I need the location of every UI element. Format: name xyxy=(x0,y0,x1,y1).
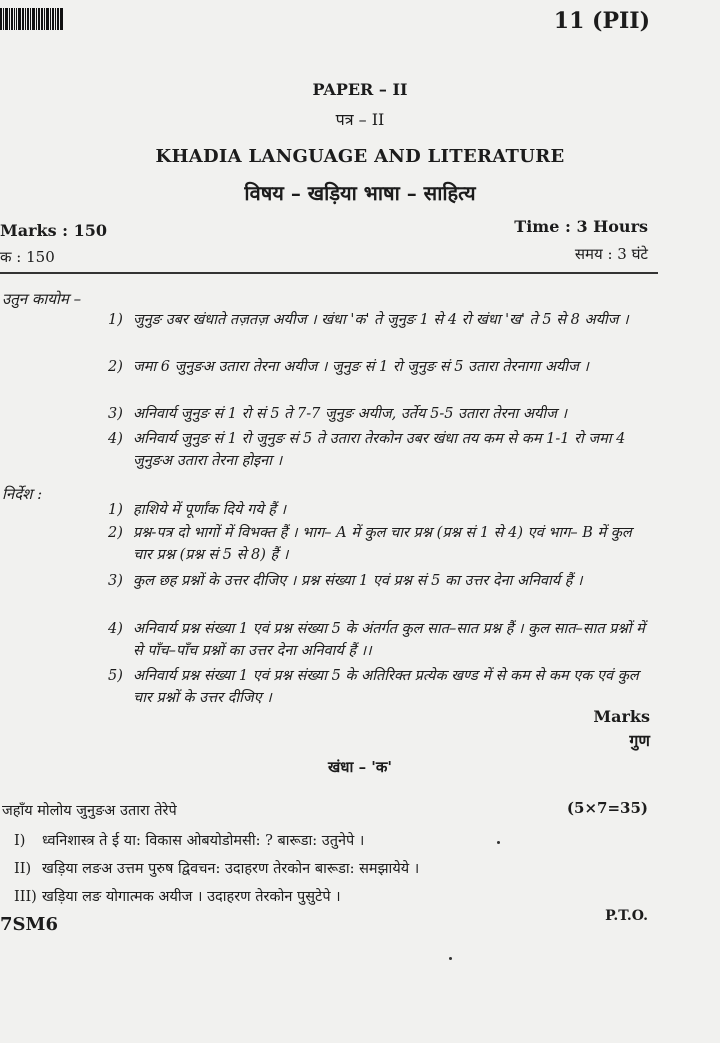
instructions-heading-hindi: निर्देश : xyxy=(2,485,43,503)
sub-question xyxy=(14,886,341,906)
barcode xyxy=(0,8,74,30)
paper-label: PAPER – II xyxy=(312,80,408,99)
time-allowed-hindi: समय : 3 घंटे xyxy=(574,245,648,263)
subject-title-hindi: विषय – खड़िया भाषा – साहित्य xyxy=(244,181,476,205)
ink-speck xyxy=(449,957,452,960)
instruction-number: 3) xyxy=(108,406,123,422)
instruction-number: 2) xyxy=(108,525,123,541)
instruction-item xyxy=(108,356,648,378)
instruction-item xyxy=(108,570,648,592)
instruction-text: प्रश्न-पत्र दो भागों में विभक्त हैं । भाग– A में कुल चार प्रश्न (प्रश्न सं 1 से 4) एवं भाग– B में कुल चार प्रश्न (प्रश्न सं 5 से 8) हैं । xyxy=(133,525,632,563)
sub-question-number: I) xyxy=(14,833,26,849)
question-text: जहाँय मोलोय जुनुङअ उतारा तेरेपे xyxy=(2,803,177,819)
divider xyxy=(0,272,658,274)
instruction-item xyxy=(108,428,648,472)
section-heading: खंधा – 'क' xyxy=(327,758,393,776)
question-marks: (5×7=35) xyxy=(566,799,648,817)
sub-question-text: ध्वनिशास्त्र ते ई या: विकास ओबयोडोमसी: ? बारूडा: उतुनेपे । xyxy=(42,833,365,849)
sub-question-number: II) xyxy=(14,861,32,877)
instruction-item xyxy=(108,522,648,566)
sub-question xyxy=(14,858,419,878)
instruction-number: 5) xyxy=(108,668,123,684)
paper-label-hindi: पत्र – II xyxy=(335,110,385,129)
instruction-number: 1) xyxy=(108,312,123,328)
subject-title: KHADIA LANGUAGE AND LITERATURE xyxy=(155,146,565,167)
pto-label: P.T.O. xyxy=(605,908,648,924)
instruction-item xyxy=(108,403,648,425)
total-marks: Marks : 150 xyxy=(0,221,108,240)
instruction-number: 4) xyxy=(108,621,123,637)
marks-label-hindi: गुण xyxy=(629,731,650,750)
sub-question-text: खड़िया लङअ उत्तम पुरुष द्विवचन: उदाहरण तेरकोन बारूडा: समझायेये । xyxy=(42,861,420,877)
instruction-text: हाशिये में पूर्णांक दिये गये हैं । xyxy=(133,502,287,518)
instruction-text: अनिवार्य प्रश्न संख्या 1 एवं प्रश्न संख्या 5 के अतिरिक्त प्रत्येक खण्ड में से कम से कम एक एवं कुल चार प्रश्नों के उत्तर दीजिए । xyxy=(133,668,639,706)
sub-question-text: खड़िया लङ योगात्मक अयीज । उदाहरण तेरकोन पुसुटेपे । xyxy=(42,889,341,905)
footer-code: 7SM6 xyxy=(0,914,58,935)
ink-speck xyxy=(497,841,500,844)
instruction-number: 1) xyxy=(108,502,123,518)
sub-question xyxy=(14,830,364,850)
instruction-text: अनिवार्य प्रश्न संख्या 1 एवं प्रश्न संख्या 5 के अंतर्गत कुल सात–सात प्रश्न हैं । कुल सात–सात प्रश्नों में से पाँच–पाँच प्रश्नों का उत्तर देना अनिवार्य हैं ।। xyxy=(133,621,645,659)
instruction-text: जमा 6 जुनुङअ उतारा तेरना अयीज । जुनुङ सं 1 रो जुनुङ सं 5 उतारा तेरनागा अयीज । xyxy=(133,359,589,375)
time-allowed: Time : 3 Hours xyxy=(514,217,648,236)
instruction-number: 3) xyxy=(108,573,123,589)
instruction-item xyxy=(108,499,648,521)
instruction-text: जुनुङ उबर खंधाते तज़तज़ अयीज । खंधा 'क' ते जुनुङ 1 से 4 रो खंधा 'ख' ते 5 से 8 अयीज । xyxy=(133,312,629,328)
total-marks-hindi: क : 150 xyxy=(0,248,55,266)
instruction-item xyxy=(108,309,648,331)
instruction-number: 2) xyxy=(108,359,123,375)
instruction-item xyxy=(108,665,648,709)
instruction-number: 4) xyxy=(108,431,123,447)
instruction-item xyxy=(108,618,648,662)
instruction-text: अनिवार्य जुनुङ सं 1 रो जुनुङ सं 5 ते उतारा तेरकोन उबर खंधा तय कम से कम 1-1 रो जमा 4 जुनुङअ उतारा तेरना होइना । xyxy=(133,431,626,469)
instruction-text: कुल छह प्रश्नों के उत्तर दीजिए । प्रश्न संख्या 1 एवं प्रश्न सं 5 का उत्तर देना अनिवार्य हैं । xyxy=(133,573,583,589)
instructions-heading-khadia: उतुन कायोम – xyxy=(2,290,82,308)
marks-label: Marks xyxy=(593,707,650,726)
sub-question-number: III) xyxy=(14,889,37,905)
paper-code: 11 (PII) xyxy=(553,8,650,34)
instruction-text: अनिवार्य जुनुङ सं 1 रो सं 5 ते 7-7 जुनुङ अयीज, उर्तेय 5-5 उतारा तेरना अयीज । xyxy=(133,406,568,422)
